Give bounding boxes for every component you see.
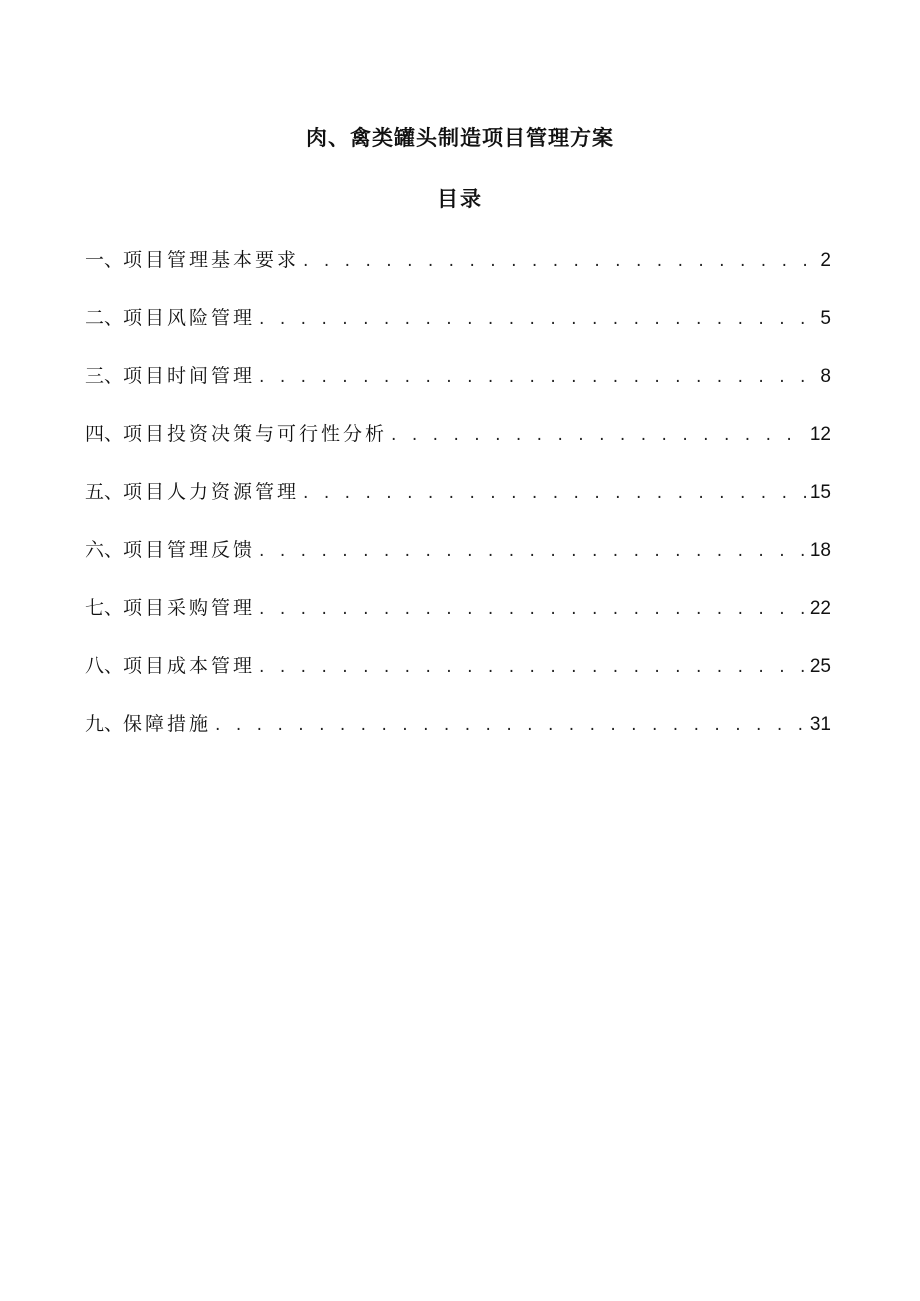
toc-entry[interactable] <box>85 534 831 592</box>
toc-entry-page: 2 <box>820 250 831 271</box>
toc-entry[interactable] <box>85 244 831 302</box>
toc-entry-number: 八、 <box>85 655 124 677</box>
toc-entry-page: 5 <box>820 308 831 329</box>
toc-entry[interactable] <box>85 650 831 708</box>
toc-heading: 目录 <box>437 187 483 211</box>
toc-entry-page: 18 <box>809 540 831 561</box>
toc-entry-label: 项目采购管理 <box>123 597 256 619</box>
toc-entry-label: 项目管理反馈 <box>123 539 256 561</box>
toc-entry-page: 12 <box>809 424 831 445</box>
toc-entry[interactable] <box>85 418 831 476</box>
toc-entry-label: 项目投资决策与可行性分析 <box>123 423 388 445</box>
toc-entry-number: 六、 <box>85 539 124 561</box>
toc-entry[interactable] <box>85 360 831 418</box>
toc-entry-number: 一、 <box>85 249 124 271</box>
toc-entry[interactable] <box>85 592 831 650</box>
document-title: 肉、禽类罐头制造项目管理方案 <box>306 126 614 150</box>
table-of-contents <box>85 244 831 766</box>
toc-entry-label: 项目管理基本要求 <box>123 249 300 271</box>
toc-entry-page: 31 <box>809 714 831 735</box>
toc-entry-label: 项目成本管理 <box>123 655 256 677</box>
toc-dot-leader <box>259 535 806 567</box>
toc-dot-leader <box>259 651 806 683</box>
toc-dot-leader <box>391 419 806 451</box>
toc-entry-label: 项目风险管理 <box>123 307 256 329</box>
toc-dot-leader <box>259 303 816 335</box>
toc-entry-label: 项目时间管理 <box>123 365 256 387</box>
toc-entry-number: 七、 <box>85 597 124 619</box>
toc-entry-number: 五、 <box>85 481 124 503</box>
toc-entry-label: 保障措施 <box>123 713 212 735</box>
toc-entry-page: 15 <box>809 482 831 503</box>
toc-dot-leader <box>303 477 806 509</box>
toc-entry[interactable] <box>85 476 831 534</box>
toc-entry-label: 项目人力资源管理 <box>123 481 300 503</box>
toc-dot-leader <box>215 709 806 741</box>
toc-entry-page: 22 <box>809 598 831 619</box>
toc-entry-number: 三、 <box>85 365 124 387</box>
toc-dot-leader <box>259 361 816 393</box>
toc-entry-page: 25 <box>809 656 831 677</box>
toc-entry-number: 二、 <box>85 307 124 329</box>
toc-entry[interactable] <box>85 302 831 360</box>
toc-entry-page: 8 <box>820 366 831 387</box>
toc-dot-leader <box>259 593 806 625</box>
toc-entry[interactable] <box>85 708 831 766</box>
toc-dot-leader <box>303 245 816 277</box>
toc-entry-number: 四、 <box>85 423 124 445</box>
toc-entry-number: 九、 <box>85 713 124 735</box>
